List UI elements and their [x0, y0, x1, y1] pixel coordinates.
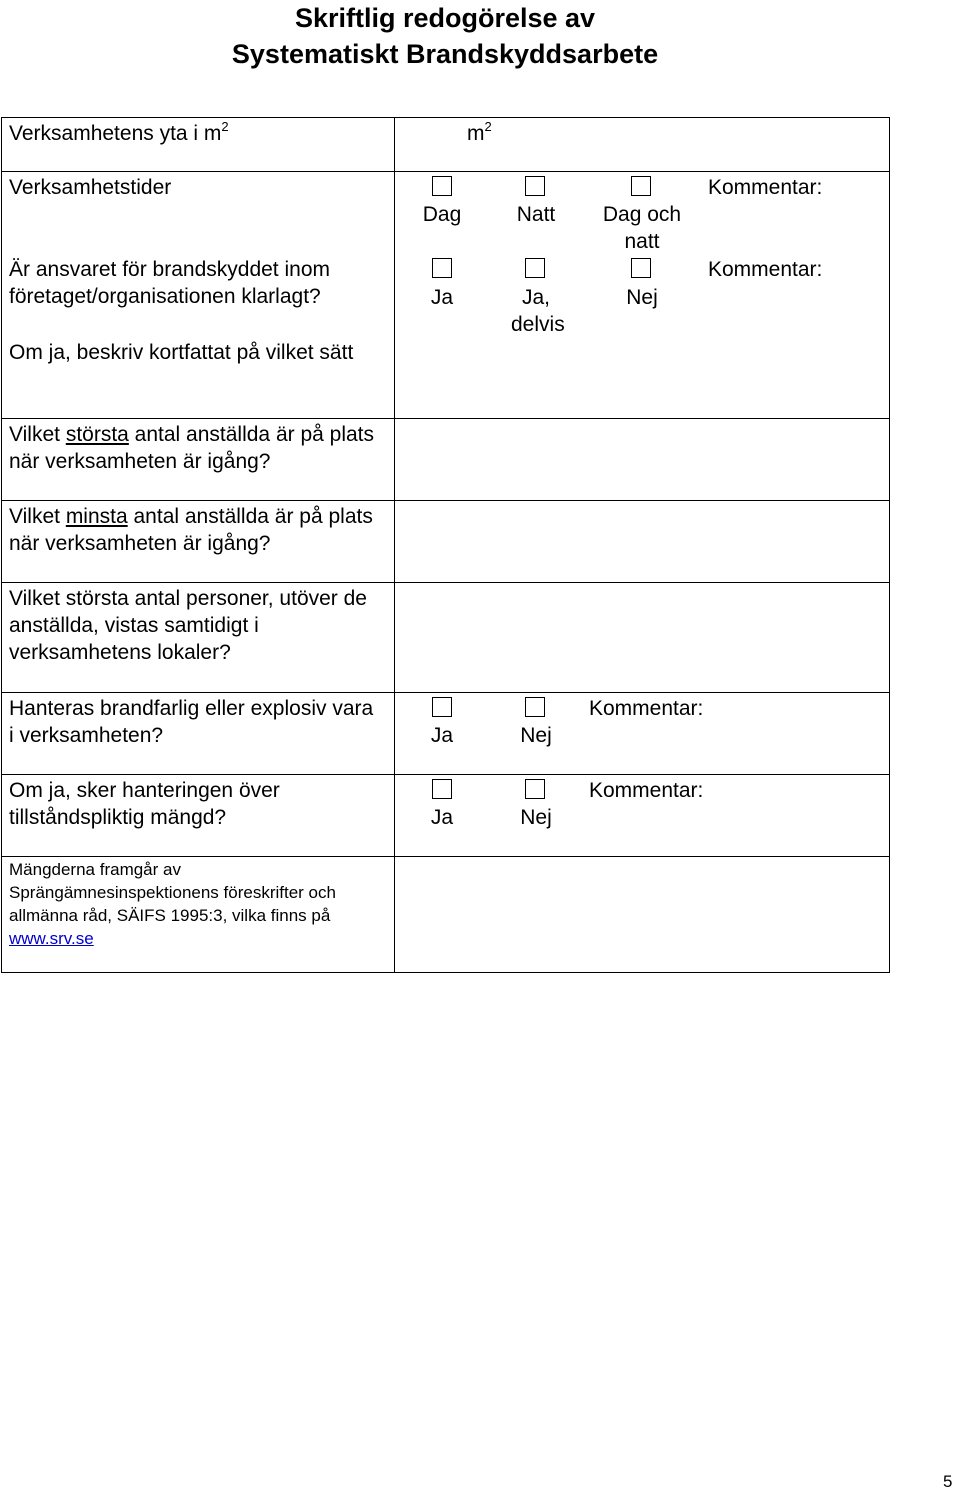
checkbox-ja[interactable]: [432, 258, 452, 278]
visitors-label: Vilket största antal personer, utöver de anställda, vistas samtidigt i verksamhetens lokaler?: [9, 587, 367, 664]
flammable-label: Hanteras brandfarlig eller explosiv vara i verksamheten?: [9, 697, 374, 747]
checkbox-dag[interactable]: [432, 176, 452, 196]
form-table: [1, 117, 890, 973]
option-ja-delvis: Ja, delvis: [511, 286, 565, 336]
min-staff-label: Vilket minsta antal anställda är på plats när verksamheten är igång?: [9, 505, 373, 555]
checkbox-dag-och-natt[interactable]: [631, 176, 651, 196]
row-divider: [2, 774, 889, 775]
flammable-option-ja: Ja: [430, 724, 454, 747]
responsibility-label: Är ansvaret för brandskyddet inom företaget/organisationen klarlagt?: [9, 258, 330, 308]
permit-option-ja: Ja: [430, 806, 454, 829]
max-staff-label: Vilket största antal anställda är på plats när verksamheten är igång?: [9, 423, 375, 473]
row-divider: [2, 500, 889, 501]
area-label: Verksamhetens yta i $m^2$: [9, 119, 229, 145]
checkbox-ja-delvis[interactable]: [525, 258, 545, 278]
option-natt: Natt: [516, 203, 556, 226]
page-title: [0, 0, 890, 72]
option-nej: Nej: [626, 286, 658, 309]
checkbox-flammable-nej[interactable]: [525, 697, 545, 717]
option-dag: Dag: [422, 203, 462, 226]
row-divider: [2, 171, 889, 172]
option-dag-och-natt: Dag och natt: [602, 203, 682, 253]
checkbox-natt[interactable]: [525, 176, 545, 196]
responsibility-comment-label: Kommentar:: [708, 258, 823, 281]
srv-link[interactable]: www.srv.se: [9, 929, 94, 948]
checkbox-permit-ja[interactable]: [432, 779, 452, 799]
page-number: 5: [943, 1472, 953, 1491]
permit-option-nej: Nej: [520, 806, 552, 829]
hours-comment-label: Kommentar:: [708, 176, 823, 199]
flammable-comment-label: Kommentar:: [589, 697, 704, 720]
note-text: Mängderna framgår av Sprängämnesinspektionens föreskrifter och allmänna råd, SÄIFS 1995:3, vilka finns på www.srv.se: [9, 860, 336, 948]
checkbox-nej[interactable]: [631, 258, 651, 278]
title-line-2: Systematiskt Brandskyddsarbete: [231, 39, 659, 69]
permit-label: Om ja, sker hanteringen över tillståndspliktig mängd?: [9, 779, 280, 829]
checkbox-permit-nej[interactable]: [525, 779, 545, 799]
describe-label: Om ja, beskriv kortfattat på vilket sätt: [9, 341, 354, 364]
row-divider: [2, 582, 889, 583]
row-divider: [2, 418, 889, 419]
checkbox-flammable-ja[interactable]: [432, 697, 452, 717]
option-ja: Ja: [430, 286, 454, 309]
hours-label: Verksamhetstider: [9, 176, 172, 199]
column-divider: [394, 118, 395, 973]
row-divider: [2, 856, 889, 857]
permit-comment-label: Kommentar:: [589, 779, 704, 802]
area-unit: $m^2$: [467, 119, 492, 145]
row-divider: [2, 692, 889, 693]
title-line-1: Skriftlig redogörelse av: [294, 3, 596, 33]
flammable-option-nej: Nej: [520, 724, 552, 747]
